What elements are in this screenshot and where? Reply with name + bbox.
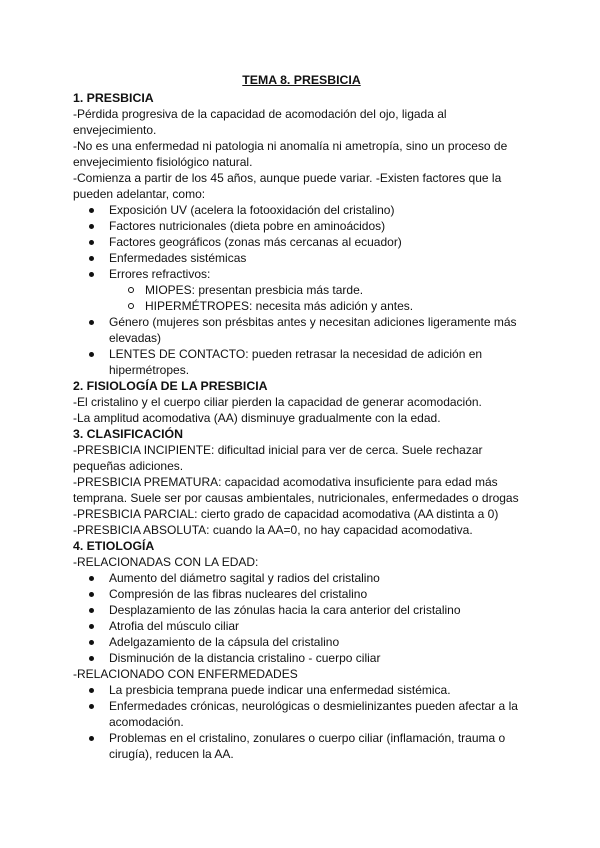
list-item: Factores geográficos (zonas más cercanas al ecuador) [73, 234, 530, 250]
section-heading-presbicia: 1. PRESBICIA [73, 91, 154, 105]
section-heading-clasificacion: 3. CLASIFICACIÓN [73, 427, 183, 441]
sub-list-item: MIOPES: presentan presbicia más tarde. [73, 282, 530, 298]
list-item: Atrofia del músculo ciliar [73, 618, 530, 634]
list-item: La presbicia temprana puede indicar una enfermedad sistémica. [73, 682, 530, 698]
paragraph: -PRESBICIA INCIPIENTE: dificultad inicial para ver de cerca. Suele rechazar pequeñas adiciones. [73, 443, 483, 473]
page-title: TEMA 8. PRESBICIA [242, 73, 361, 87]
list-item: Errores refractivos: [73, 266, 530, 282]
paragraph: -Pérdida progresiva de la capacidad de acomodación del ojo, ligada al envejecimiento. [73, 107, 447, 137]
list-item: Adelgazamiento de la cápsula del cristalino [73, 634, 530, 650]
paragraph: -PRESBICIA PARCIAL: cierto grado de capacidad acomodativa (AA distinta a 0) [73, 507, 499, 521]
factors-list-continued [73, 314, 530, 378]
list-item: Disminución de la distancia cristalino - cuerpo ciliar [73, 650, 530, 666]
section-heading-fisiologia: 2. FISIOLOGÍA DE LA PRESBICIA [73, 379, 268, 393]
factors-list [73, 202, 530, 282]
paragraph: -No es una enfermedad ni patologia ni anomalía ni ametropía, sino un proceso de envejecimiento fisiológico natural. [73, 139, 508, 169]
subheading-enfermedades: -RELACIONADO CON ENFERMEDADES [73, 667, 298, 681]
paragraph: -PRESBICIA ABSOLUTA: cuando la AA=0, no hay capacidad acomodativa. [73, 523, 473, 537]
list-item: Compresión de las fibras nucleares del cristalino [73, 586, 530, 602]
list-item: Desplazamiento de las zónulas hacia la cara anterior del cristalino [73, 602, 530, 618]
paragraph: -El cristalino y el cuerpo ciliar pierden la capacidad de generar acomodación. [73, 395, 482, 409]
list-item: Factores nutricionales (dieta pobre en aminoácidos) [73, 218, 530, 234]
list-item: Problemas en el cristalino, zonulares o cuerpo ciliar (inflamación, trauma o cirugía), reducen la AA. [73, 730, 530, 762]
list-item: Exposición UV (acelera la fotooxidación del cristalino) [73, 202, 530, 218]
list-item: LENTES DE CONTACTO: pueden retrasar la necesidad de adición en hipermétropes. [73, 346, 530, 378]
list-item: Género (mujeres son présbitas antes y necesitan adiciones ligeramente más elevadas) [73, 314, 530, 346]
section-heading-etiologia: 4. ETIOLOGÍA [73, 539, 155, 553]
list-item: Enfermedades sistémicas [73, 250, 530, 266]
age-causes-list [73, 570, 530, 666]
paragraph: -Comienza a partir de los 45 años, aunque puede variar. -Existen factores que la pueden adelantar, como: [73, 171, 502, 201]
list-item: Enfermedades crónicas, neurológicas o desmielinizantes pueden afectar a la acomodación. [73, 698, 530, 730]
paragraph: -PRESBICIA PREMATURA: capacidad acomodativa insuficiente para edad más temprana. Suele ser por causas ambientales, nutricionales, enfermedades o drogas [73, 475, 519, 505]
sub-list-item: HIPERMÉTROPES: necesita más adición y antes. [73, 298, 530, 314]
disease-causes-list [73, 682, 530, 762]
subheading-edad: -RELACIONADAS CON LA EDAD: [73, 555, 259, 569]
list-item: Aumento del diámetro sagital y radios del cristalino [73, 570, 530, 586]
refractive-errors-sublist [73, 282, 530, 314]
paragraph: -La amplitud acomodativa (AA) disminuye gradualmente con la edad. [73, 411, 441, 425]
